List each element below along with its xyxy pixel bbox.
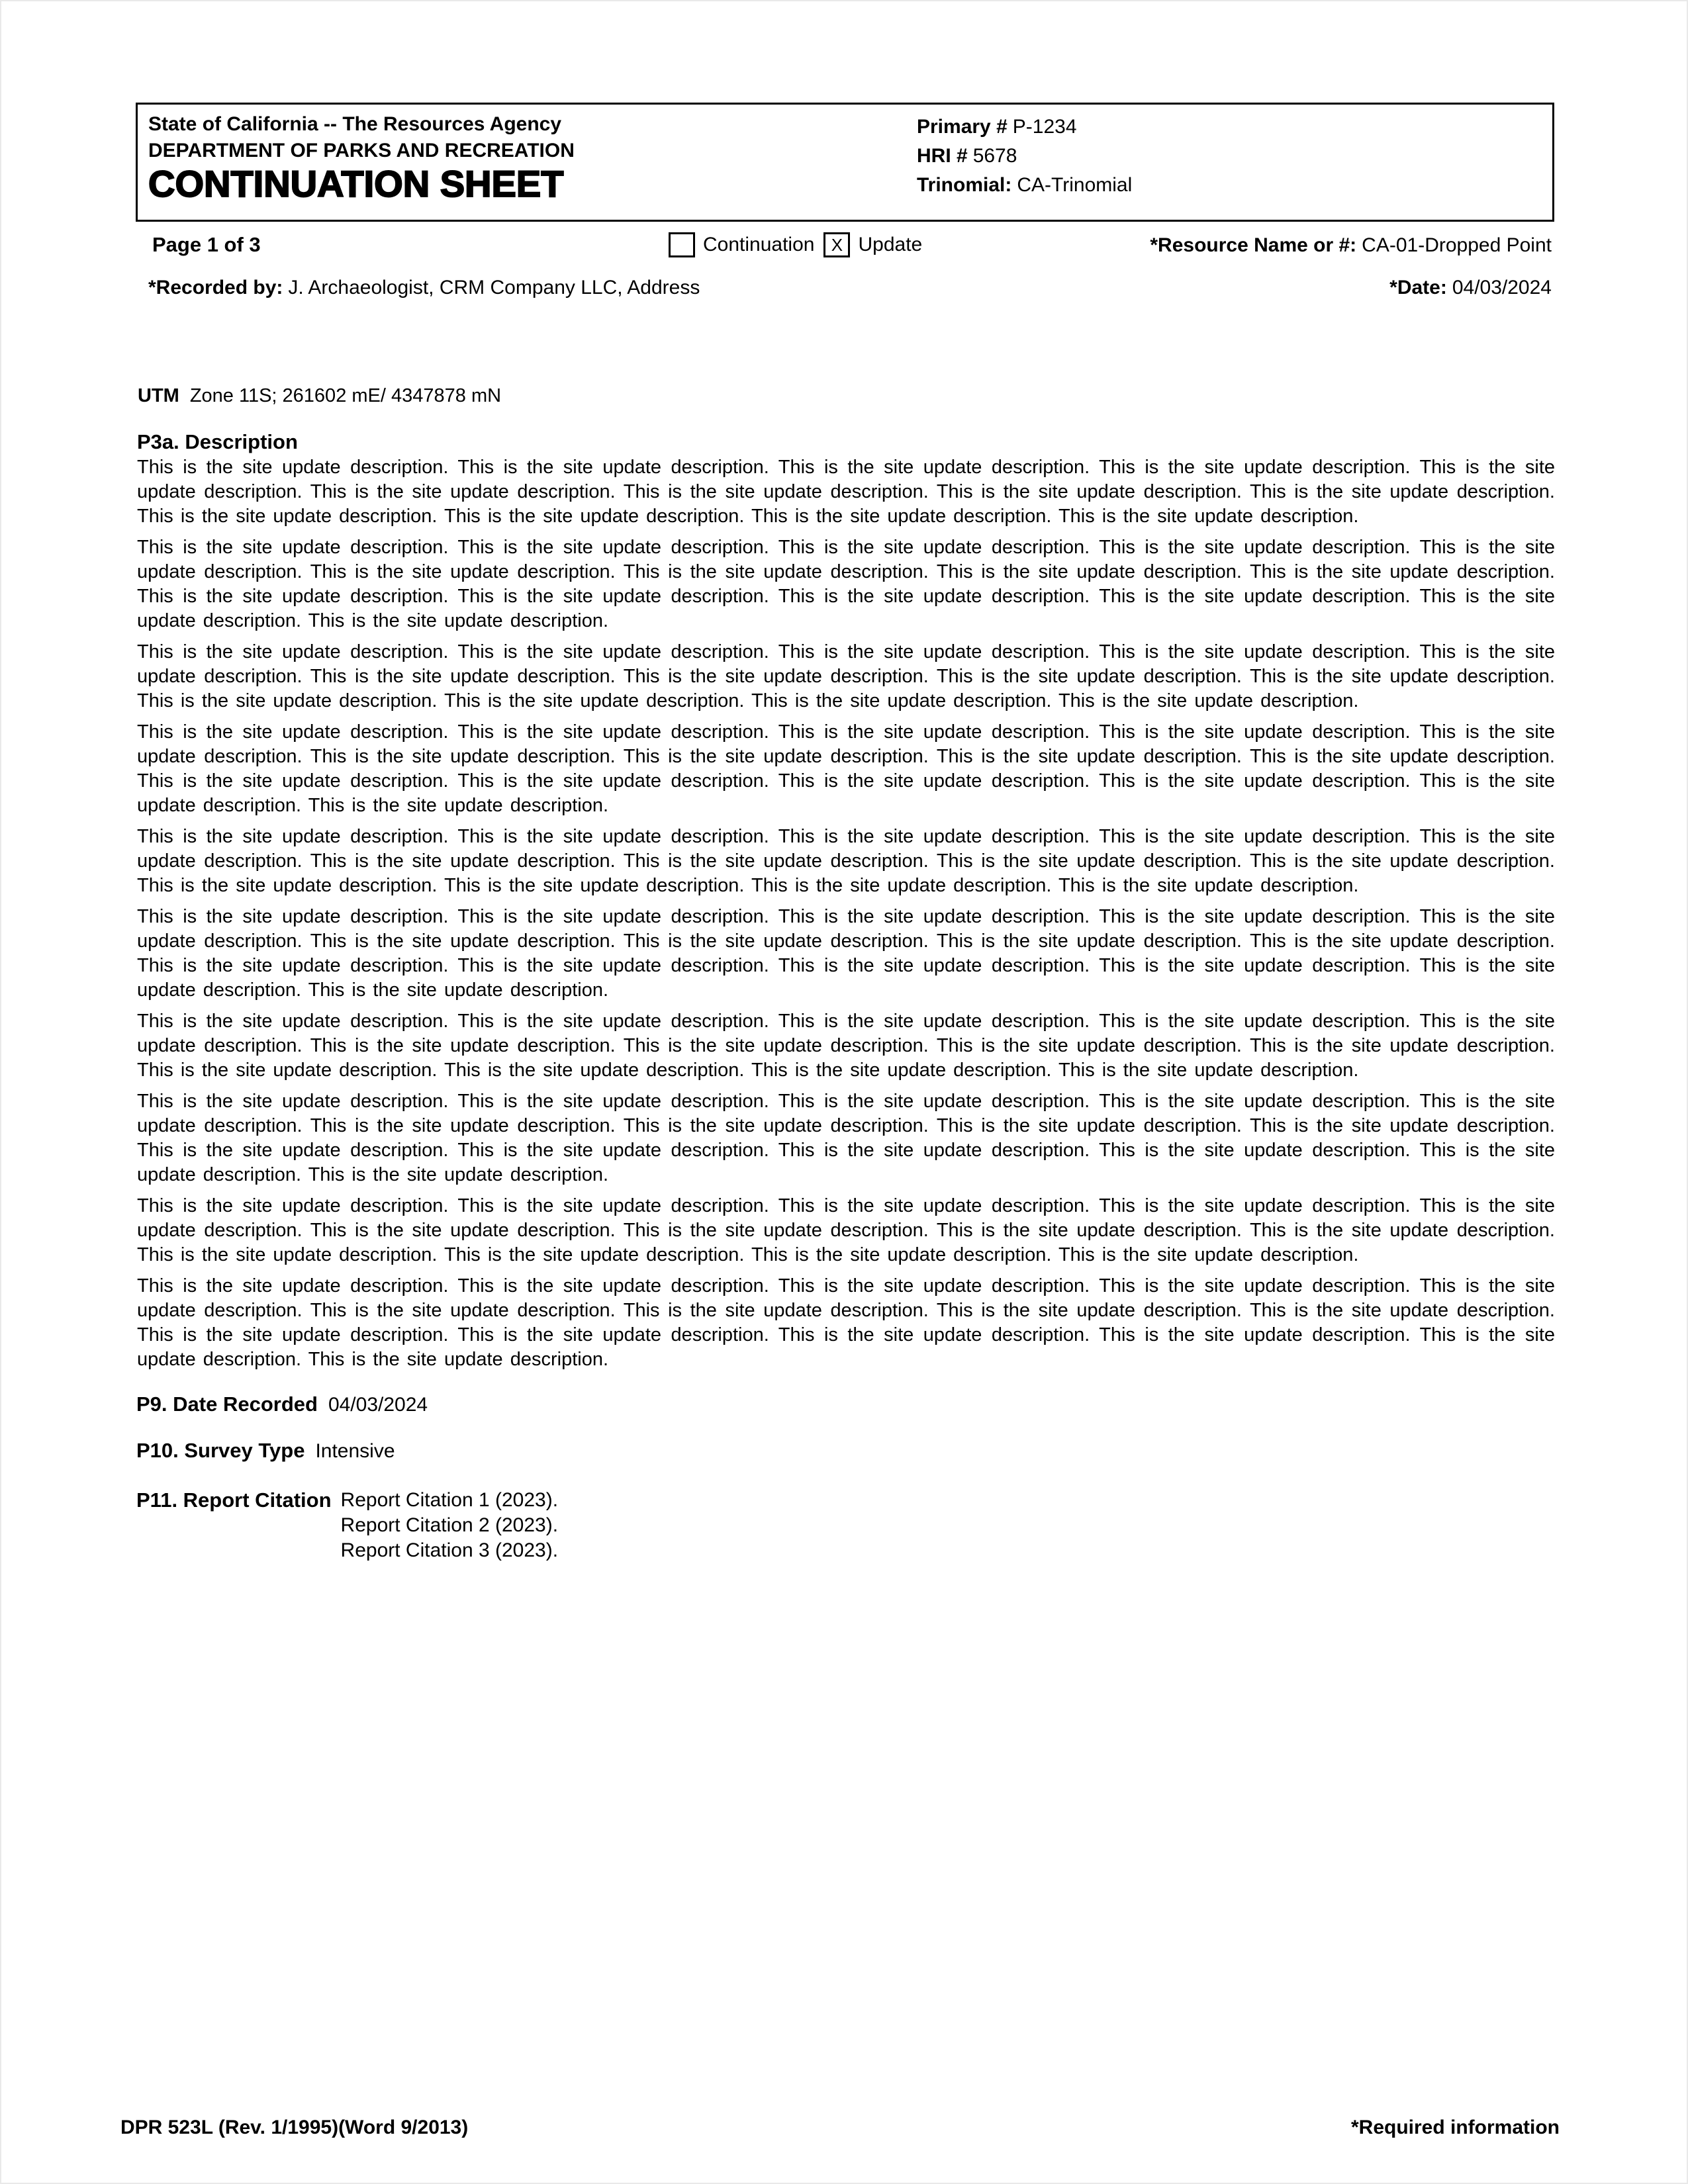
date-line bbox=[1389, 277, 1552, 299]
resource-name-label: *Resource Name or #: bbox=[1150, 234, 1357, 256]
hri-number-label: HRI # bbox=[917, 145, 968, 167]
survey-type-value: Intensive bbox=[315, 1440, 395, 1462]
continuation-checkbox-label: Continuation bbox=[703, 234, 815, 255]
utm-value: Zone 11S; 261602 mE/ 4347878 mN bbox=[189, 385, 502, 406]
page-number-label: Page 1 of 3 bbox=[152, 233, 261, 256]
report-citation-row bbox=[136, 1488, 558, 1563]
form-title: CONTINUATION SHEET bbox=[148, 163, 564, 205]
hri-number-value: 5678 bbox=[972, 145, 1017, 167]
sheet-type-checkboxes bbox=[669, 230, 922, 259]
report-citation-label: P11. Report Citation bbox=[136, 1488, 332, 1512]
update-checkbox[interactable]: X bbox=[823, 232, 850, 257]
form-revision-note: DPR 523L (Rev. 1/1995)(Word 9/2013) bbox=[120, 2116, 469, 2138]
description-paragraph: This is the site update description. This is the site update description. This is the site update description. This is the site update description. This is the site update description. This is the site update description. This is the site update description. This is the site update description. This is the site update description. This is the site update description. This is the site update description. This is the site update description. This is the site update description. bbox=[137, 1195, 1555, 1265]
report-citation-line: Report Citation 3 (2023). bbox=[340, 1539, 559, 1561]
form-header-box bbox=[136, 103, 1554, 222]
date-value: 04/03/2024 bbox=[1452, 277, 1552, 298]
recorded-by-label: *Recorded by: bbox=[148, 277, 283, 298]
date-label: *Date: bbox=[1389, 277, 1447, 298]
trinomial-line bbox=[917, 171, 1132, 200]
primary-number-label: Primary # bbox=[917, 116, 1008, 138]
agency-line-2: DEPARTMENT OF PARKS AND RECREATION bbox=[148, 140, 575, 161]
primary-number-line bbox=[917, 113, 1132, 142]
utm-label: UTM bbox=[138, 385, 179, 406]
agency-line-1: State of California -- The Resources Agency bbox=[148, 113, 562, 135]
description-paragraph: This is the site update description. This is the site update description. This is the site update description. This is the site update description. This is the site update description. This is the site update description. This is the site update description. This is the site update description. This is the site update description. This is the site update description. This is the site update description. This is the site update description. This is the site update description. This is the site update description. This is the site update description. bbox=[137, 537, 1555, 631]
date-recorded-label: P9. Date Recorded bbox=[136, 1392, 318, 1416]
date-recorded-line bbox=[136, 1392, 428, 1416]
description-paragraph: This is the site update description. This is the site update description. This is the site update description. This is the site update description. This is the site update description. This is the site update description. This is the site update description. This is the site update description. This is the site update description. This is the site update description. This is the site update description. This is the site update description. This is the site update description. bbox=[137, 826, 1555, 896]
trinomial-value: CA-Trinomial bbox=[1017, 174, 1133, 196]
resource-name-value: CA-01-Dropped Point bbox=[1362, 234, 1552, 256]
survey-type-line bbox=[136, 1439, 395, 1463]
description-paragraph: This is the site update description. This is the site update description. This is the site update description. This is the site update description. This is the site update description. This is the site update description. This is the site update description. This is the site update description. This is the site update description. This is the site update description. This is the site update description. This is the site update description. This is the site update description. bbox=[137, 641, 1555, 711]
description-text bbox=[137, 455, 1555, 1379]
description-paragraph: This is the site update description. This is the site update description. This is the site update description. This is the site update description. This is the site update description. This is the site update description. This is the site update description. This is the site update description. This is the site update description. This is the site update description. This is the site update description. This is the site update description. This is the site update description. bbox=[137, 457, 1555, 527]
date-recorded-value: 04/03/2024 bbox=[328, 1394, 428, 1416]
recorded-by-value: J. Archaeologist, CRM Company LLC, Address bbox=[288, 277, 700, 298]
resource-name-line bbox=[1150, 234, 1552, 257]
primary-number-value: P-1234 bbox=[1012, 116, 1077, 138]
report-citation-list bbox=[341, 1488, 559, 1563]
description-paragraph: This is the site update description. This is the site update description. This is the site update description. This is the site update description. This is the site update description. This is the site update description. This is the site update description. This is the site update description. This is the site update description. This is the site update description. This is the site update description. This is the site update description. This is the site update description. This is the site update description. This is the site update description. bbox=[137, 721, 1555, 816]
required-information-note: *Required information bbox=[1350, 2116, 1560, 2138]
description-paragraph: This is the site update description. This is the site update description. This is the site update description. This is the site update description. This is the site update description. This is the site update description. This is the site update description. This is the site update description. This is the site update description. This is the site update description. This is the site update description. This is the site update description. This is the site update description. This is the site update description. This is the site update description. bbox=[137, 906, 1555, 1001]
recorded-by-line bbox=[148, 277, 700, 299]
continuation-checkbox[interactable] bbox=[669, 232, 695, 257]
survey-type-label: P10. Survey Type bbox=[136, 1439, 305, 1462]
report-citation-line: Report Citation 2 (2023). bbox=[340, 1514, 559, 1536]
utm-line bbox=[138, 385, 501, 407]
update-checkbox-label: Update bbox=[858, 234, 923, 255]
identifier-block bbox=[917, 113, 1132, 200]
trinomial-label: Trinomial: bbox=[917, 174, 1012, 196]
description-paragraph: This is the site update description. This is the site update description. This is the site update description. This is the site update description. This is the site update description. This is the site update description. This is the site update description. This is the site update description. This is the site update description. This is the site update description. This is the site update description. This is the site update description. This is the site update description. bbox=[137, 1011, 1555, 1081]
description-heading: P3a. Description bbox=[137, 430, 298, 453]
agency-block bbox=[148, 111, 575, 205]
hri-number-line bbox=[917, 142, 1132, 171]
report-citation-line: Report Citation 1 (2023). bbox=[340, 1489, 559, 1511]
description-paragraph: This is the site update description. This is the site update description. This is the site update description. This is the site update description. This is the site update description. This is the site update description. This is the site update description. This is the site update description. This is the site update description. This is the site update description. This is the site update description. This is the site update description. This is the site update description. This is the site update description. This is the site update description. bbox=[137, 1275, 1555, 1370]
description-paragraph: This is the site update description. This is the site update description. This is the site update description. This is the site update description. This is the site update description. This is the site update description. This is the site update description. This is the site update description. This is the site update description. This is the site update description. This is the site update description. This is the site update description. This is the site update description. This is the site update description. This is the site update description. bbox=[137, 1091, 1555, 1185]
